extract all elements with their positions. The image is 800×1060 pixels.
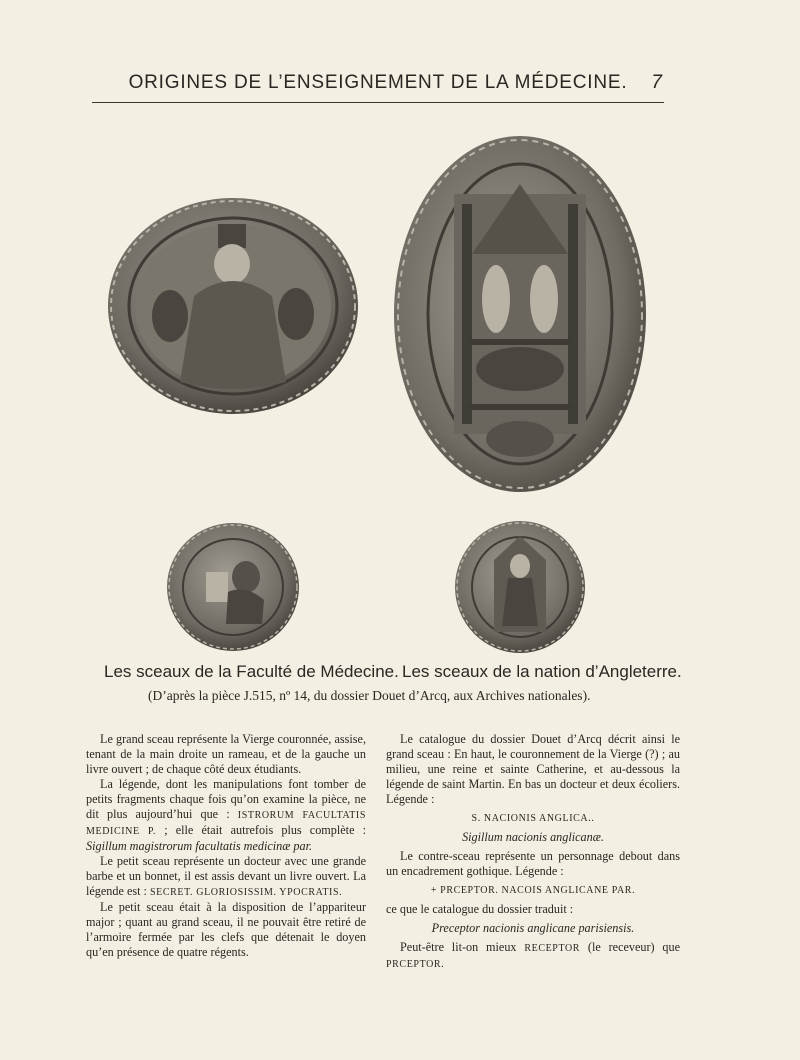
nation-great-seal-image	[392, 134, 648, 494]
seal-legend: S. NACIONIS ANGLICA..	[471, 813, 595, 824]
paragraph: Peut-être lit-on mieux RECEPTOR (le receveur) que PRCEPTOR.	[386, 940, 681, 970]
seal-word: RECEPTOR	[524, 943, 581, 954]
faculty-great-seal-image	[106, 196, 360, 416]
paragraph: ce que le catalogue du dossier traduit :	[386, 902, 574, 916]
caption-nation-seals: Les sceaux de la nation d’Angleterre.	[402, 662, 682, 681]
paragraph: Le contre-sceau représente un personnage debout dans un encadrement gothique. Légende :	[386, 849, 680, 878]
seal-legend-translation: Sigillum nacionis anglicanæ.	[462, 830, 604, 844]
seal-word: PRCEPTOR.	[386, 959, 445, 970]
nation-counter-seal-image	[454, 520, 586, 654]
seal-legend-translation: Preceptor nacionis anglicane parisiensis.	[431, 921, 635, 935]
paragraph: La légende, dont les manipulations font tomber de petits fragments chaque fois qu’on examine la pièce, ne dit plus aujourd’hui que : ISTRORUM FACULTATIS MEDICINE P. ; elle était autrefois plus complète : Sigillum magistrorum facultatis medicinæ par.	[86, 777, 367, 853]
right-text-column	[386, 732, 680, 972]
seal-legend: + PRCEPTOR. NACOIS ANGLICANE PAR.	[430, 885, 636, 896]
paragraph: Le catalogue du dossier Douet d’Arcq décrit ainsi le grand sceau : En haut, le couronnement de la Vierge (?) ; au milieu, une reine et sainte Catherine, et au-dessous la légende de saint Martin. En bas un docteur et deux écoliers. Légende :	[386, 732, 680, 806]
paragraph: Le grand sceau représente la Vierge couronnée, assise, tenant de la main droite un rameau, et de la gauche un livre ouvert ; de chaque côté deux étudiants.	[86, 732, 366, 776]
seal-legend-translation: Sigillum magistrorum facultatis medicinæ par.	[86, 839, 313, 853]
page-header	[92, 66, 664, 103]
paragraph: Le petit sceau représente un docteur avec une grande barbe et un bonnet, il est assis devant un livre ouvert. La légende est : SECRET. GLORIOSISSIM. YPOCRATIS.	[86, 854, 366, 898]
seal-legend: SECRET. GLORIOSISSIM. YPOCRATIS.	[149, 887, 343, 898]
paragraph: Le petit sceau était à la disposition de l’appariteur major ; quant au grand sceau, il ne pouvait être retiré de l’armoire fermée par les clefs que détenait le doyen qu’en présence de quatre régents.	[86, 900, 366, 959]
seal-legend: ISTRORUM FACULTATIS MEDICINE P.	[86, 810, 367, 837]
left-text-column	[86, 732, 366, 960]
page-number: 7	[651, 72, 662, 93]
faculty-small-seal-image	[166, 522, 300, 652]
running-title: ORIGINES DE L’ENSEIGNEMENT DE LA MÉDECINE.	[128, 72, 628, 93]
caption-source: (D’après la pièce J.515, nº 14, du dossier Douet d’Arcq, aux Archives nationales).	[148, 688, 591, 703]
caption-faculty-seals: Les sceaux de la Faculté de Médecine.	[104, 662, 399, 681]
